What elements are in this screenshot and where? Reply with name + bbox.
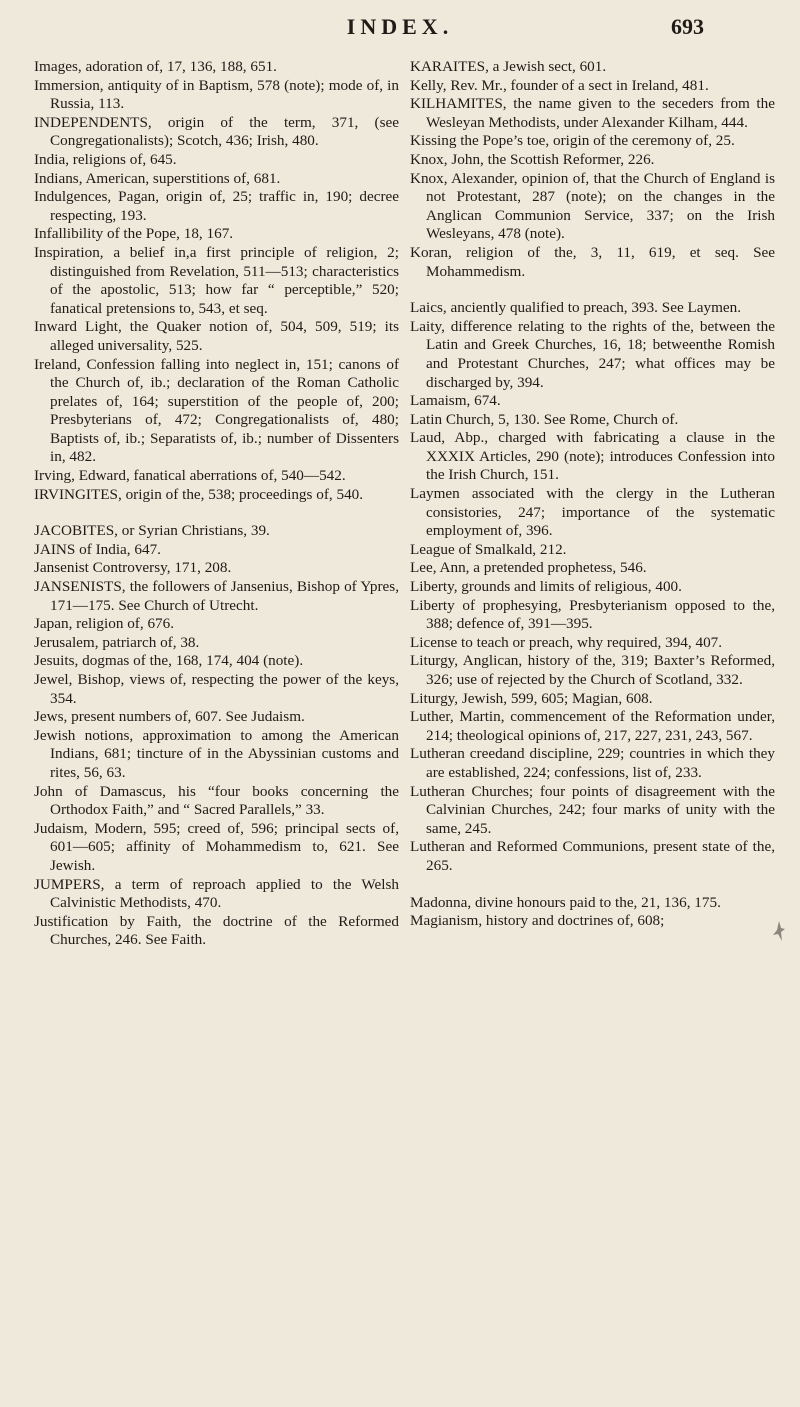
index-entry: License to teach or preach, why required, 394, 407. bbox=[410, 633, 723, 651]
index-entry: John of Damascus, his “four books concerning the Orthodox Faith,” and “ Sacred Parallels,” 33. bbox=[34, 782, 399, 819]
index-entry: Inward Light, the Quaker notion of, 504, 509, 519; its alleged universality, 525. bbox=[34, 318, 399, 354]
index-entry: Images, adoration of, 17, 136, 188, 651. bbox=[34, 58, 277, 75]
index-entry: Irving, Edward, fanatical aberrations of, 540—542. bbox=[34, 467, 346, 485]
index-entry: Jews, present numbers of, 607. See Judaism. bbox=[34, 708, 305, 726]
index-entry: Immersion, antiquity of in Baptism, 578 (note); mode of, in Russia, 113. bbox=[34, 76, 399, 113]
index-entry: INDEPENDENTS, origin of the term, 371, (see Congregationalists); Scotch, 436; Irish, 480. bbox=[34, 113, 399, 150]
section-gap bbox=[34, 504, 399, 522]
index-entry: Jerusalem, patriarch of, 38. bbox=[34, 633, 200, 651]
index-entry: Luther, Martin, commencement of the Reformation under, 214; theological opinions of, 217, 227, 231, 243, 567. bbox=[410, 708, 775, 744]
left-index-column bbox=[34, 58, 399, 950]
index-entry: JAINS of India, 647. bbox=[34, 540, 161, 558]
index-entry: Kissing the Pope’s toe, origin of the ceremony of, 25. bbox=[410, 132, 735, 150]
index-entry: Indians, American, superstitions of, 681. bbox=[34, 169, 281, 187]
index-entry: Jewel, Bishop, views of, respecting the power of the keys, 354. bbox=[34, 671, 399, 707]
index-entry: Jesuits, dogmas of the, 168, 174, 404 (note). bbox=[34, 652, 304, 670]
index-entry: Knox, Alexander, opinion of, that the Church of England is not Protestant, 287 (note); on the changes in the Anglican Communion Service, 337; on the Irish Wesleyans, 478 (note). bbox=[410, 169, 775, 243]
index-entry: Liturgy, Anglican, history of the, 319; Baxter’s Reformed, 326; use of rejected by the Church of Scotland, 332. bbox=[410, 652, 775, 688]
ink-blot-mark bbox=[772, 920, 786, 942]
index-entry: League of Smalkald, 212. bbox=[410, 540, 567, 558]
index-entry: Japan, religion of, 676. bbox=[34, 615, 175, 633]
index-entry: KARAITES, a Jewish sect, 601. bbox=[410, 58, 607, 75]
section-gap bbox=[410, 281, 775, 299]
right-index-column bbox=[410, 58, 775, 931]
index-entry: Lamaism, 674. bbox=[410, 392, 501, 410]
index-entry: Jewish notions, approximation to among the American Indians, 681; tincture of in the Abyssinian customs and rites, 56, 63. bbox=[34, 726, 399, 781]
running-title: INDEX. bbox=[346, 14, 454, 39]
index-entry: Latin Church, 5, 130. See Rome, Church of. bbox=[410, 410, 679, 428]
index-entry: Magianism, history and doctrines of, 608; bbox=[410, 912, 665, 930]
index-entry: Kelly, Rev. Mr., founder of a sect in Ireland, 481. bbox=[410, 76, 709, 94]
index-entry: KILHAMITES, the name given to the seceders from the Wesleyan Methodists, under Alexander Kilham, 444. bbox=[410, 95, 775, 131]
index-entry: JACOBITES, or Syrian Christians, 39. bbox=[34, 522, 270, 540]
index-entry: Laud, Abp., charged with fabricating a clause in the XXXIX Articles, 290 (note); introduces Confession into the Irish Church, 151. bbox=[410, 429, 775, 484]
index-entry: Lutheran and Reformed Communions, present state of the, 265. bbox=[410, 838, 775, 874]
index-entry: India, religions of, 645. bbox=[34, 150, 177, 168]
index-entry: IRVINGITES, origin of the, 538; proceedings of, 540. bbox=[34, 485, 364, 503]
section-gap bbox=[410, 876, 775, 894]
index-entry: JANSENISTS, the followers of Jansenius, Bishop of Ypres, 171—175. See Church of Utrecht. bbox=[34, 578, 399, 614]
index-entry: Knox, John, the Scottish Reformer, 226. bbox=[410, 150, 655, 168]
index-entry: Judaism, Modern, 595; creed of, 596; principal sects of, 601—605; affinity of Mohammedism to, 621. See Jewish. bbox=[34, 819, 399, 874]
index-entry: Lutheran creedand discipline, 229; countries in which they are established, 224; confessions, list of, 233. bbox=[410, 745, 775, 781]
index-entry: Infallibility of the Pope, 18, 167. bbox=[34, 225, 234, 243]
index-entry: Ireland, Confession falling into neglect in, 151; canons of the Church of, ib.; declaration of the Roman Catholic prelates of, 164; superstition of the people of, 200; Presbyterians of, 472; Congregationalists of, 480; Baptists of, ib.; Separatists of, ib.; number of Dissenters in, 482. bbox=[34, 355, 399, 466]
index-entry: Laity, difference relating to the rights of the, between the Latin and Greek Churches, 16, 18; betweenthe Romish and Protestant Churches, 247; what offices may be discharged by, 394. bbox=[410, 317, 775, 391]
index-entry: Madonna, divine honours paid to the, 21, 136, 175. bbox=[410, 893, 721, 911]
index-entry: Laymen associated with the clergy in the Lutheran consistories, 247; importance of the systematic employment of, 396. bbox=[410, 485, 775, 540]
index-entry: Liturgy, Jewish, 599, 605; Magian, 608. bbox=[410, 689, 653, 707]
index-entry: Koran, religion of the, 3, 11, 619, et seq. See Mohammedism. bbox=[410, 243, 775, 280]
page-header bbox=[0, 14, 800, 44]
index-entry: Liberty of prophesying, Presbyterianism opposed to the, 388; defence of, 391—395. bbox=[410, 596, 775, 633]
page-number: 693 bbox=[671, 14, 704, 39]
index-entry: JUMPERS, a term of reproach applied to the Welsh Calvinistic Methodists, 470. bbox=[34, 875, 399, 912]
index-entry: Liberty, grounds and limits of religious, 400. bbox=[410, 578, 682, 596]
index-entry: Inspiration, a belief in,a first principle of religion, 2; distinguished from Revelation, 511—513; characteristics of the apostolic, 513; how far “ perceptible,” 520; fanatical pretensions to, 543, et seq. bbox=[34, 243, 399, 317]
index-entry: Laics, anciently qualified to preach, 393. See Laymen. bbox=[410, 299, 742, 317]
index-entry: Jansenist Controversy, 171, 208. bbox=[34, 559, 232, 577]
index-entry: Lee, Ann, a pretended prophetess, 546. bbox=[410, 559, 647, 577]
index-entry: Indulgences, Pagan, origin of, 25; traffic in, 190; decree respecting, 193. bbox=[34, 188, 399, 224]
index-entry: Lutheran Churches; four points of disagreement with the Calvinian Churches, 242; four marks of unity with the same, 245. bbox=[410, 782, 775, 837]
index-entry: Justification by Faith, the doctrine of the Reformed Churches, 246. See Faith. bbox=[34, 912, 399, 949]
